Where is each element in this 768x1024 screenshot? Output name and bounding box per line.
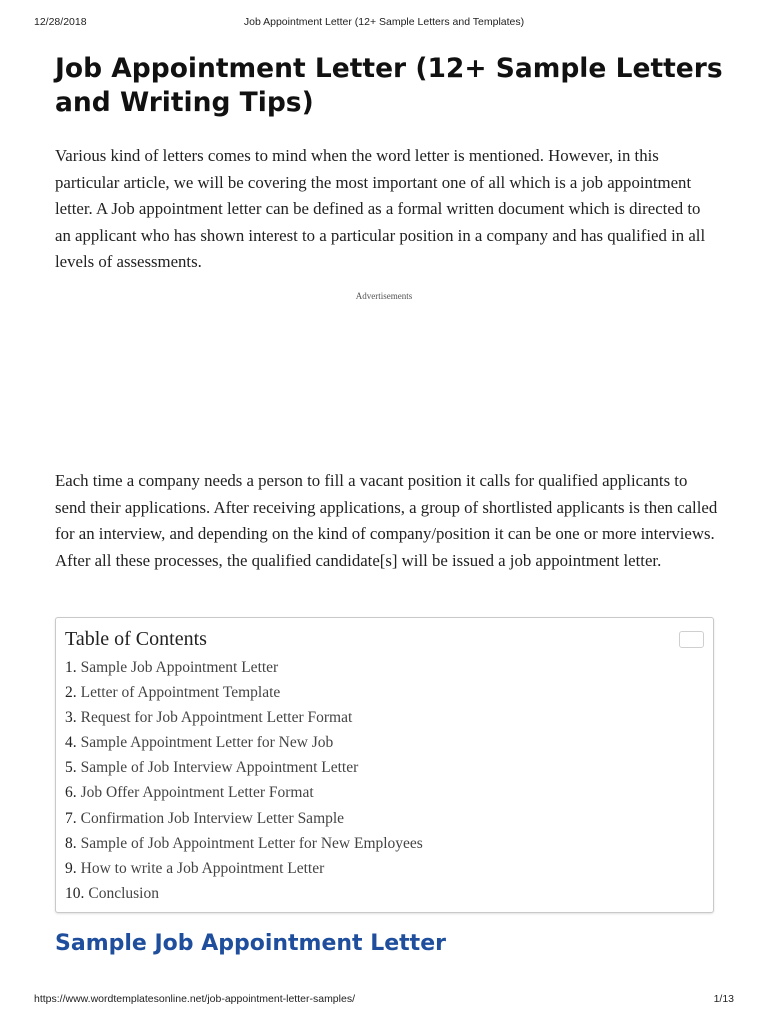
intro-paragraph: Various kind of letters comes to mind when the word letter is mentioned. However, in this particular article, we will be covering the most important one of all which is a job appointment letter. A Job appointment letter can be defined as a formal written document which is directed to an applicant who has shown interest to a particular position in a company and has qualified in all levels of assessments. — [55, 146, 706, 271]
toc-link[interactable]: Confirmation Job Interview Letter Sample — [80, 809, 345, 827]
toc-item[interactable] — [65, 755, 423, 780]
table-of-contents — [55, 617, 714, 913]
toc-item[interactable] — [65, 856, 423, 881]
print-document-title: Job Appointment Letter (12+ Sample Letters and Templates) — [243, 16, 525, 28]
toc-item[interactable] — [65, 806, 423, 831]
toc-title: Table of Contents — [65, 628, 207, 650]
toc-link[interactable]: Letter of Appointment Template — [80, 684, 281, 702]
toc-item[interactable] — [65, 680, 423, 705]
toc-item-number: 4. — [65, 734, 77, 752]
toc-link[interactable]: Request for Job Appointment Letter Format — [80, 709, 353, 727]
toc-link[interactable]: How to write a Job Appointment Letter — [80, 859, 325, 877]
toc-item[interactable] — [65, 730, 423, 755]
toc-item-number: 6. — [65, 784, 77, 802]
page-title: Job Appointment Letter (12+ Sample Letters and Writing Tips) — [55, 53, 723, 118]
toc-toggle-button[interactable] — [679, 631, 704, 648]
toc-item-number: 2. — [65, 684, 77, 702]
section-heading: Sample Job Appointment Letter — [55, 931, 446, 956]
body-paragraph: Each time a company needs a person to fill a vacant position it calls for qualified applicants to send their applications. After receiving applications, a group of shortlisted applicants is then called for an interview, and depending on the kind of company/position it can be one or more interviews. After all these processes, the qualified candidate[s] will be issued a job appointment letter. — [55, 471, 718, 570]
toc-item[interactable] — [65, 881, 423, 906]
toc-link[interactable]: Conclusion — [88, 884, 159, 902]
toc-list — [65, 655, 423, 906]
toc-item[interactable] — [65, 831, 423, 856]
toc-link[interactable]: Sample Job Appointment Letter — [80, 659, 279, 676]
toc-item[interactable] — [65, 780, 423, 805]
toc-item-number: 1. — [65, 659, 77, 676]
page-number: 1/13 — [713, 993, 734, 1005]
advertisements-label: Advertisements — [355, 291, 413, 301]
toc-link[interactable]: Sample of Job Appointment Letter for New Employees — [80, 834, 423, 852]
page-url: https://www.wordtemplatesonline.net/job-appointment-letter-samples/ — [34, 993, 355, 1005]
toc-item[interactable] — [65, 655, 423, 680]
toc-item-number: 8. — [65, 834, 77, 852]
toc-item-number: 10. — [65, 884, 85, 902]
print-date: 12/28/2018 — [34, 16, 87, 28]
toc-item[interactable] — [65, 705, 423, 730]
toc-link[interactable]: Sample of Job Interview Appointment Letter — [80, 759, 359, 777]
toc-item-number: 3. — [65, 709, 77, 727]
toc-item-number: 7. — [65, 809, 77, 827]
toc-item-number: 9. — [65, 859, 77, 877]
toc-link[interactable]: Job Offer Appointment Letter Format — [80, 784, 314, 802]
toc-link[interactable]: Sample Appointment Letter for New Job — [80, 734, 334, 752]
toc-item-number: 5. — [65, 759, 77, 777]
